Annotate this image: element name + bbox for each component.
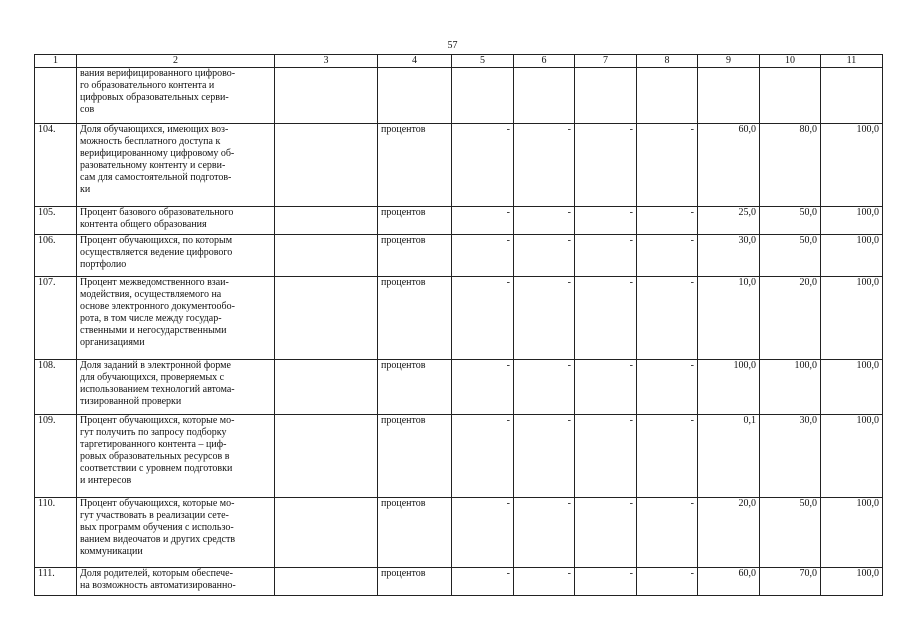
value-col-5: - <box>452 568 514 596</box>
column-header: 8 <box>637 55 698 68</box>
value-col-11: 100,0 <box>821 415 883 498</box>
indicator-name-line: вания верифицированного цифрово- <box>80 68 236 79</box>
page-number: 57 <box>447 40 458 51</box>
indicator-name-line: ственными и негосударственными <box>80 325 227 336</box>
value-col-6: - <box>514 277 575 360</box>
indicator-name-line: сам для самостоятельной подготов- <box>80 172 232 183</box>
value-col-5: - <box>452 360 514 415</box>
value-col-8 <box>637 68 698 124</box>
value-col-10: 30,0 <box>760 415 821 498</box>
value-col-8: - <box>637 207 698 235</box>
row-number: 104. <box>35 124 77 207</box>
value-col-6: - <box>514 124 575 207</box>
indicator-name <box>77 124 275 207</box>
indicator-name-line: го образовательного контента и <box>80 80 215 91</box>
value-col-5: - <box>452 415 514 498</box>
row-number: 109. <box>35 415 77 498</box>
value-col-9: 20,0 <box>698 498 760 568</box>
value-col-6 <box>514 68 575 124</box>
value-col-6: - <box>514 415 575 498</box>
indicator-name-line: Доля обучающихся, имеющих воз- <box>80 124 229 135</box>
column-header: 5 <box>452 55 514 68</box>
value-col-9: 10,0 <box>698 277 760 360</box>
unit-of-measure: процентов <box>378 415 452 498</box>
value-col-9: 30,0 <box>698 235 760 277</box>
indicator-name-line: осуществляется ведение цифрового <box>80 247 233 258</box>
column-header: 1 <box>35 55 77 68</box>
table-header <box>35 55 883 68</box>
value-col-8: - <box>637 360 698 415</box>
indicator-name-line: верифицированному цифровому об- <box>80 148 235 159</box>
value-col-10: 80,0 <box>760 124 821 207</box>
column-header: 7 <box>575 55 637 68</box>
value-col-8: - <box>637 124 698 207</box>
row-number: 111. <box>35 568 77 596</box>
indicator-name-line: можность бесплатного доступа к <box>80 136 221 147</box>
column-header: 2 <box>77 55 275 68</box>
value-col-8: - <box>637 277 698 360</box>
value-col-5: - <box>452 124 514 207</box>
column-header: 9 <box>698 55 760 68</box>
value-col-5: - <box>452 498 514 568</box>
value-col-6: - <box>514 235 575 277</box>
value-col-11: 100,0 <box>821 498 883 568</box>
indicator-name-line: использованием технологий автома- <box>80 384 235 395</box>
value-col-9: 100,0 <box>698 360 760 415</box>
indicator-name-line: тизированной проверки <box>80 396 182 407</box>
column-3-cell <box>275 568 378 596</box>
value-col-10: 70,0 <box>760 568 821 596</box>
indicator-name-line: Процент межведомственного взаи- <box>80 277 229 288</box>
value-col-9: 25,0 <box>698 207 760 235</box>
value-col-7: - <box>575 124 637 207</box>
value-col-5: - <box>452 277 514 360</box>
indicator-name-line: ровых образовательных ресурсов в <box>80 451 230 462</box>
table-row <box>35 415 883 498</box>
value-col-7: - <box>575 207 637 235</box>
value-col-10: 50,0 <box>760 207 821 235</box>
unit-of-measure: процентов <box>378 360 452 415</box>
value-col-11: 100,0 <box>821 235 883 277</box>
value-col-10: 20,0 <box>760 277 821 360</box>
value-col-10 <box>760 68 821 124</box>
indicator-name-line: Процент обучающихся, которые мо- <box>80 415 235 426</box>
table-row <box>35 277 883 360</box>
unit-of-measure: процентов <box>378 124 452 207</box>
value-col-6: - <box>514 360 575 415</box>
column-3-cell <box>275 124 378 207</box>
value-col-11: 100,0 <box>821 207 883 235</box>
indicator-name-line: Доля заданий в электронной форме <box>80 360 231 371</box>
indicator-name-line: цифровых образовательных серви- <box>80 92 229 103</box>
value-col-6: - <box>514 568 575 596</box>
value-col-8: - <box>637 568 698 596</box>
table-row <box>35 235 883 277</box>
column-3-cell <box>275 207 378 235</box>
indicator-name <box>77 68 275 124</box>
column-3-cell <box>275 415 378 498</box>
unit-of-measure: процентов <box>378 235 452 277</box>
value-col-7 <box>575 68 637 124</box>
indicator-name-line: гут участвовать в реализации сете- <box>80 510 229 521</box>
unit-of-measure: процентов <box>378 498 452 568</box>
value-col-7: - <box>575 235 637 277</box>
unit-of-measure: процентов <box>378 568 452 596</box>
indicator-name-line: и интересов <box>80 475 132 486</box>
unit-of-measure: процентов <box>378 277 452 360</box>
indicator-name-line: организациями <box>80 337 145 348</box>
value-col-5: - <box>452 207 514 235</box>
indicator-name-line: Процент базового образовательного <box>80 207 234 218</box>
value-col-10: 100,0 <box>760 360 821 415</box>
indicator-name-line: для обучающихся, проверяемых с <box>80 372 225 383</box>
column-3-cell <box>275 498 378 568</box>
value-col-7: - <box>575 498 637 568</box>
indicator-name-line: рота, в том числе между государ- <box>80 313 222 324</box>
value-col-10: 50,0 <box>760 498 821 568</box>
column-header: 4 <box>378 55 452 68</box>
value-col-6: - <box>514 207 575 235</box>
unit-of-measure: процентов <box>378 207 452 235</box>
value-col-7: - <box>575 277 637 360</box>
indicator-name-line: на возможность автоматизированно- <box>80 580 236 591</box>
value-col-8: - <box>637 415 698 498</box>
indicator-name <box>77 568 275 596</box>
value-col-6: - <box>514 498 575 568</box>
column-header: 6 <box>514 55 575 68</box>
row-number: 108. <box>35 360 77 415</box>
column-number-row <box>35 55 883 68</box>
column-header: 10 <box>760 55 821 68</box>
indicator-name <box>77 360 275 415</box>
value-col-11: 100,0 <box>821 124 883 207</box>
indicator-name <box>77 235 275 277</box>
indicator-name-line: разовательному контенту и серви- <box>80 160 226 171</box>
indicator-name-line: Процент обучающихся, которые мо- <box>80 498 235 509</box>
value-col-8: - <box>637 498 698 568</box>
value-col-9: 0,1 <box>698 415 760 498</box>
indicator-name-line: ванием видеочатов и других средств <box>80 534 236 545</box>
indicator-name <box>77 207 275 235</box>
column-3-cell <box>275 360 378 415</box>
row-number <box>35 68 77 124</box>
indicator-name <box>77 415 275 498</box>
indicator-name-line: Процент обучающихся, по которым <box>80 235 233 246</box>
table-row <box>35 568 883 596</box>
indicator-name-line: соответствии с уровнем подготовки <box>80 463 233 474</box>
column-3-cell <box>275 235 378 277</box>
column-header: 11 <box>821 55 883 68</box>
table-row <box>35 207 883 235</box>
value-col-10: 50,0 <box>760 235 821 277</box>
value-col-8: - <box>637 235 698 277</box>
table-row <box>35 498 883 568</box>
table-row <box>35 68 883 124</box>
table-body <box>35 68 883 596</box>
value-col-11: 100,0 <box>821 568 883 596</box>
value-col-11: 100,0 <box>821 277 883 360</box>
value-col-9: 60,0 <box>698 568 760 596</box>
column-header: 3 <box>275 55 378 68</box>
indicator-name-line: гут получить по запросу подборку <box>80 427 227 438</box>
value-col-7: - <box>575 415 637 498</box>
row-number: 106. <box>35 235 77 277</box>
indicator-name-line: сов <box>80 104 95 115</box>
value-col-7: - <box>575 360 637 415</box>
value-col-7: - <box>575 568 637 596</box>
table-row <box>35 360 883 415</box>
indicator-name-line: вых программ обучения с использо- <box>80 522 234 533</box>
value-col-11: 100,0 <box>821 360 883 415</box>
indicator-name-line: коммуникации <box>80 546 143 557</box>
row-number: 110. <box>35 498 77 568</box>
indicator-name-line: Доля родителей, которым обеспече- <box>80 568 233 579</box>
indicator-name-line: контента общего образования <box>80 219 207 230</box>
unit-of-measure <box>378 68 452 124</box>
column-3-cell <box>275 68 378 124</box>
indicator-name-line: модействия, осуществляемого на <box>80 289 222 300</box>
indicator-name-line: таргетированного контента – циф- <box>80 439 227 450</box>
table-row <box>35 124 883 207</box>
indicator-name-line: ки <box>80 184 91 195</box>
value-col-5 <box>452 68 514 124</box>
value-col-9 <box>698 68 760 124</box>
indicator-name-line: портфолио <box>80 259 127 270</box>
indicator-name <box>77 277 275 360</box>
indicator-name <box>77 498 275 568</box>
indicator-name-line: основе электронного документообо- <box>80 301 235 312</box>
indicators-table <box>34 54 883 596</box>
row-number: 105. <box>35 207 77 235</box>
value-col-5: - <box>452 235 514 277</box>
value-col-9: 60,0 <box>698 124 760 207</box>
column-3-cell <box>275 277 378 360</box>
value-col-11 <box>821 68 883 124</box>
row-number: 107. <box>35 277 77 360</box>
